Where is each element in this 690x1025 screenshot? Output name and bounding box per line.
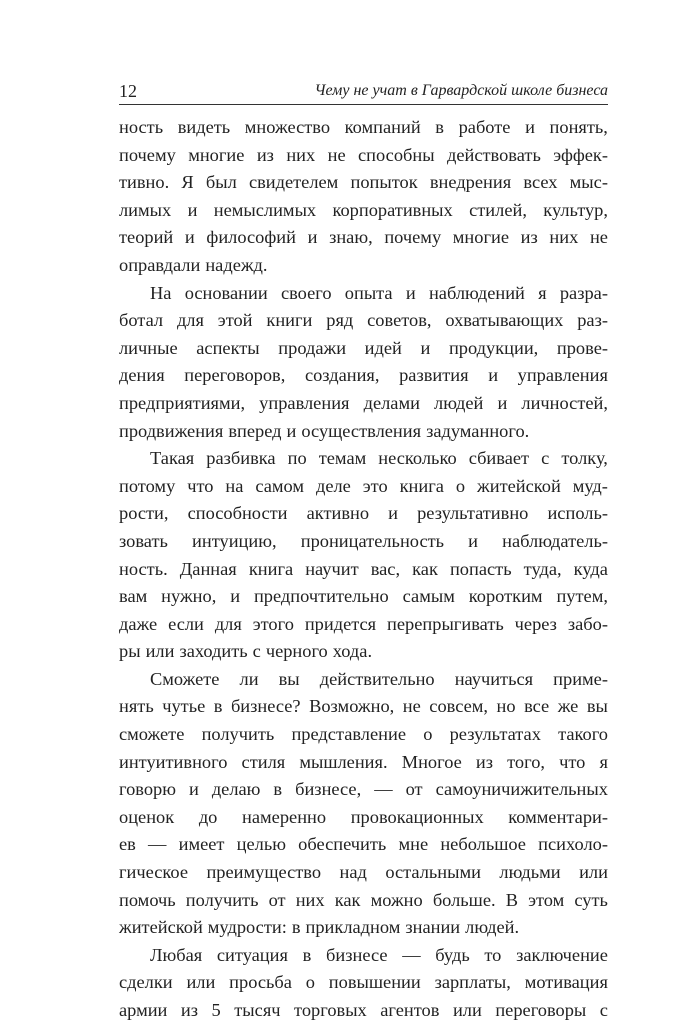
text-line: потому что на самом деле это книга о житейской муд- <box>119 475 608 496</box>
text-line: зовать интуицию, проницательность и наблюдатель- <box>119 530 608 551</box>
text-line: ность видеть множество компаний в работе и понять, <box>119 117 608 137</box>
text-line: Сможете ли вы действительно научиться приме- <box>150 668 608 689</box>
text-line: Такая разбивка по темам несколько сбивает с толку, <box>150 448 608 469</box>
text-line: тивно. Я был свидетелем попыток внедрения всех мыс- <box>119 172 608 193</box>
text-line: рости, способности активно и результативно исполь- <box>119 503 608 524</box>
text-line: Любая ситуация в бизнесе — будь то заключение <box>150 944 608 965</box>
text-line: продвижения вперед и осуществления задуманного. <box>119 420 530 441</box>
text-line: оправдали надежд. <box>119 254 268 275</box>
text-line: житейской мудрости: в прикладном знании людей. <box>119 917 520 938</box>
header-rule <box>119 104 608 105</box>
text-line: сможете получить представление о результатах такого <box>119 724 608 745</box>
text-line: дения переговоров, создания, развития и управления <box>119 365 608 386</box>
text-line: предприятиями, управления делами людей и личностей, <box>119 392 608 413</box>
text-line: даже если для этого придется перепрыгивать через забо- <box>119 613 608 634</box>
running-header <box>119 80 608 104</box>
body-text <box>119 114 608 1025</box>
text-line: почему многие из них не способны действовать эффек- <box>119 144 608 165</box>
text-line: ботал для этой книги ряд советов, охватывающих раз- <box>119 310 608 331</box>
text-line: оценок до намеренно провокационных комментари- <box>119 806 608 827</box>
text-line: армии из 5 тысяч торговых агентов или переговоры с <box>119 1000 608 1020</box>
text-line: ность. Данная книга научит вас, как попасть туда, куда <box>119 558 608 579</box>
text-line: нять чутье в бизнесе? Возможно, не совсем, но все же вы <box>119 696 608 717</box>
text-line: помочь получить от них как можно больше. В этом суть <box>119 889 608 910</box>
text-line: гическое преимущество над остальными людьми или <box>119 862 608 883</box>
text-line: интуитивного стиля мышления. Многое из того, что я <box>119 751 608 772</box>
text-line: ры или заходить с черного хода. <box>119 641 373 662</box>
text-line: сделки или просьба о повышении зарплаты, мотивация <box>119 972 608 993</box>
running-title: Чему не учат в Гарвардской школе бизнеса <box>314 82 608 99</box>
text-line: теорий и философий и знаю, почему многие из них не <box>119 227 608 248</box>
text-line: личные аспекты продажи идей и продукции, прове- <box>119 337 608 358</box>
page-number: 12 <box>119 81 137 101</box>
text-line: лимых и немыслимых корпоративных стилей, культур, <box>119 199 608 220</box>
text-line: На основании своего опыта и наблюдений я разра- <box>150 282 608 303</box>
text-line: говорю и делаю в бизнесе, — от самоуничижительных <box>119 779 608 800</box>
text-line: ев — имеет целью обеспечить мне небольшое психоло- <box>119 834 608 855</box>
text-line: вам нужно, и предпочтительно самым коротким путем, <box>119 586 608 607</box>
